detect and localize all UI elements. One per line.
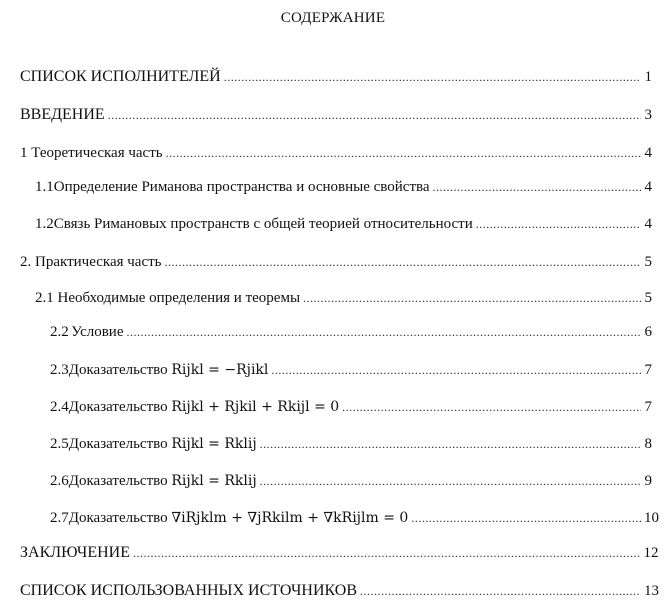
toc-formula: Rijkl = Rklij bbox=[171, 473, 257, 489]
toc-title: 2. Практическая часть bbox=[20, 254, 162, 270]
toc-page-number: 10 bbox=[644, 510, 659, 526]
toc-entry-section-2-6[interactable] bbox=[50, 471, 652, 491]
toc-section-number: 2.3 bbox=[50, 362, 69, 378]
toc-title: Доказательство bbox=[68, 510, 168, 526]
dot-leader bbox=[360, 581, 641, 601]
dot-leader bbox=[342, 397, 641, 417]
toc-title: СПИСОК ИСПОЛНИТЕЛЕЙ bbox=[20, 68, 221, 85]
toc-page-number: 7 bbox=[644, 362, 652, 378]
toc-entry-conclusion[interactable] bbox=[20, 543, 659, 563]
toc-formula: ∇iRjklm + ∇jRkilm + ∇kRijlm = 0 bbox=[171, 510, 409, 526]
toc-entry-section-1-1[interactable] bbox=[35, 177, 652, 197]
toc-title: Доказательство bbox=[68, 399, 168, 415]
dot-leader bbox=[271, 360, 641, 380]
toc-title: СПИСОК ИСПОЛЬЗОВАННЫХ ИСТОЧНИКОВ bbox=[20, 582, 358, 599]
dot-leader bbox=[433, 177, 641, 197]
toc-title: Доказательство bbox=[68, 436, 168, 452]
toc-page-number: 4 bbox=[644, 216, 652, 232]
toc-formula: Rijkl + Rjkil + Rkijl = 0 bbox=[171, 399, 340, 415]
toc-page-number: 5 bbox=[644, 290, 652, 306]
toc-title: 1 Теоретическая часть bbox=[20, 145, 163, 161]
toc-page-number: 13 bbox=[644, 583, 659, 599]
toc-entry-sources[interactable] bbox=[20, 581, 659, 601]
toc-entry-section-2-2[interactable] bbox=[50, 322, 652, 342]
dot-leader bbox=[126, 322, 641, 342]
toc-title: ВВЕДЕНИЕ bbox=[20, 106, 105, 123]
toc-section-number: 2.4 bbox=[50, 399, 69, 415]
dot-leader bbox=[260, 471, 641, 491]
toc-page-number: 5 bbox=[644, 254, 652, 270]
toc-formula: Rijkl = Rklij bbox=[171, 436, 257, 452]
toc-section-number: 2.2 bbox=[50, 324, 69, 340]
toc-entry-section-2-7[interactable] bbox=[50, 508, 659, 528]
toc-page-number: 7 bbox=[644, 399, 652, 415]
toc-entry-chapter-1[interactable] bbox=[20, 143, 652, 163]
toc-title: Условие bbox=[71, 324, 124, 340]
dot-leader bbox=[133, 543, 641, 563]
toc-entry-section-1-2[interactable] bbox=[35, 214, 652, 234]
toc-title: Доказательство bbox=[68, 473, 168, 489]
toc-page-number: 1 bbox=[644, 69, 652, 85]
toc-title: Связь Римановых пространств с общей теорией относительности bbox=[53, 216, 473, 232]
toc-entry-section-2-3[interactable] bbox=[50, 360, 652, 380]
toc-entry-section-2-5[interactable] bbox=[50, 434, 652, 454]
toc-entry-section-2-4[interactable] bbox=[50, 397, 652, 417]
toc-page-number: 4 bbox=[644, 179, 652, 195]
toc-section-number: 2.7 bbox=[50, 510, 69, 526]
toc-entry-executors[interactable] bbox=[20, 67, 652, 87]
toc-title: Определение Риманова пространства и основные свойства bbox=[53, 179, 430, 195]
toc-section-number: 2.6 bbox=[50, 473, 69, 489]
toc-section-number: 1.1 bbox=[35, 179, 54, 195]
toc-title: ЗАКЛЮЧЕНИЕ bbox=[20, 544, 130, 561]
toc-page-number: 4 bbox=[644, 145, 652, 161]
dot-leader bbox=[303, 288, 641, 308]
toc-page-number: 6 bbox=[644, 324, 652, 340]
toc-entry-introduction[interactable] bbox=[20, 105, 652, 125]
toc-page-number: 8 bbox=[644, 436, 652, 452]
toc-title: Доказательство bbox=[68, 362, 168, 378]
toc-section-number: 2.5 bbox=[50, 436, 69, 452]
toc-page-number: 9 bbox=[644, 473, 652, 489]
toc-entry-chapter-2[interactable] bbox=[20, 252, 652, 272]
dot-leader bbox=[108, 105, 641, 125]
toc-section-number: 1.2 bbox=[35, 216, 54, 232]
toc-title: 2.1 Необходимые определения и теоремы bbox=[35, 290, 301, 306]
toc-page-number: 12 bbox=[643, 545, 659, 561]
toc-entry-section-2-1[interactable] bbox=[35, 288, 652, 308]
dot-leader bbox=[411, 508, 641, 528]
dot-leader bbox=[224, 67, 641, 87]
dot-leader bbox=[165, 252, 641, 272]
dot-leader bbox=[166, 143, 641, 163]
dot-leader bbox=[260, 434, 641, 454]
toc-page-number: 3 bbox=[644, 107, 652, 123]
toc-formula: Rijkl = −Rjikl bbox=[171, 362, 269, 378]
page-title: СОДЕРЖАНИЕ bbox=[280, 10, 386, 26]
dot-leader bbox=[476, 214, 641, 234]
